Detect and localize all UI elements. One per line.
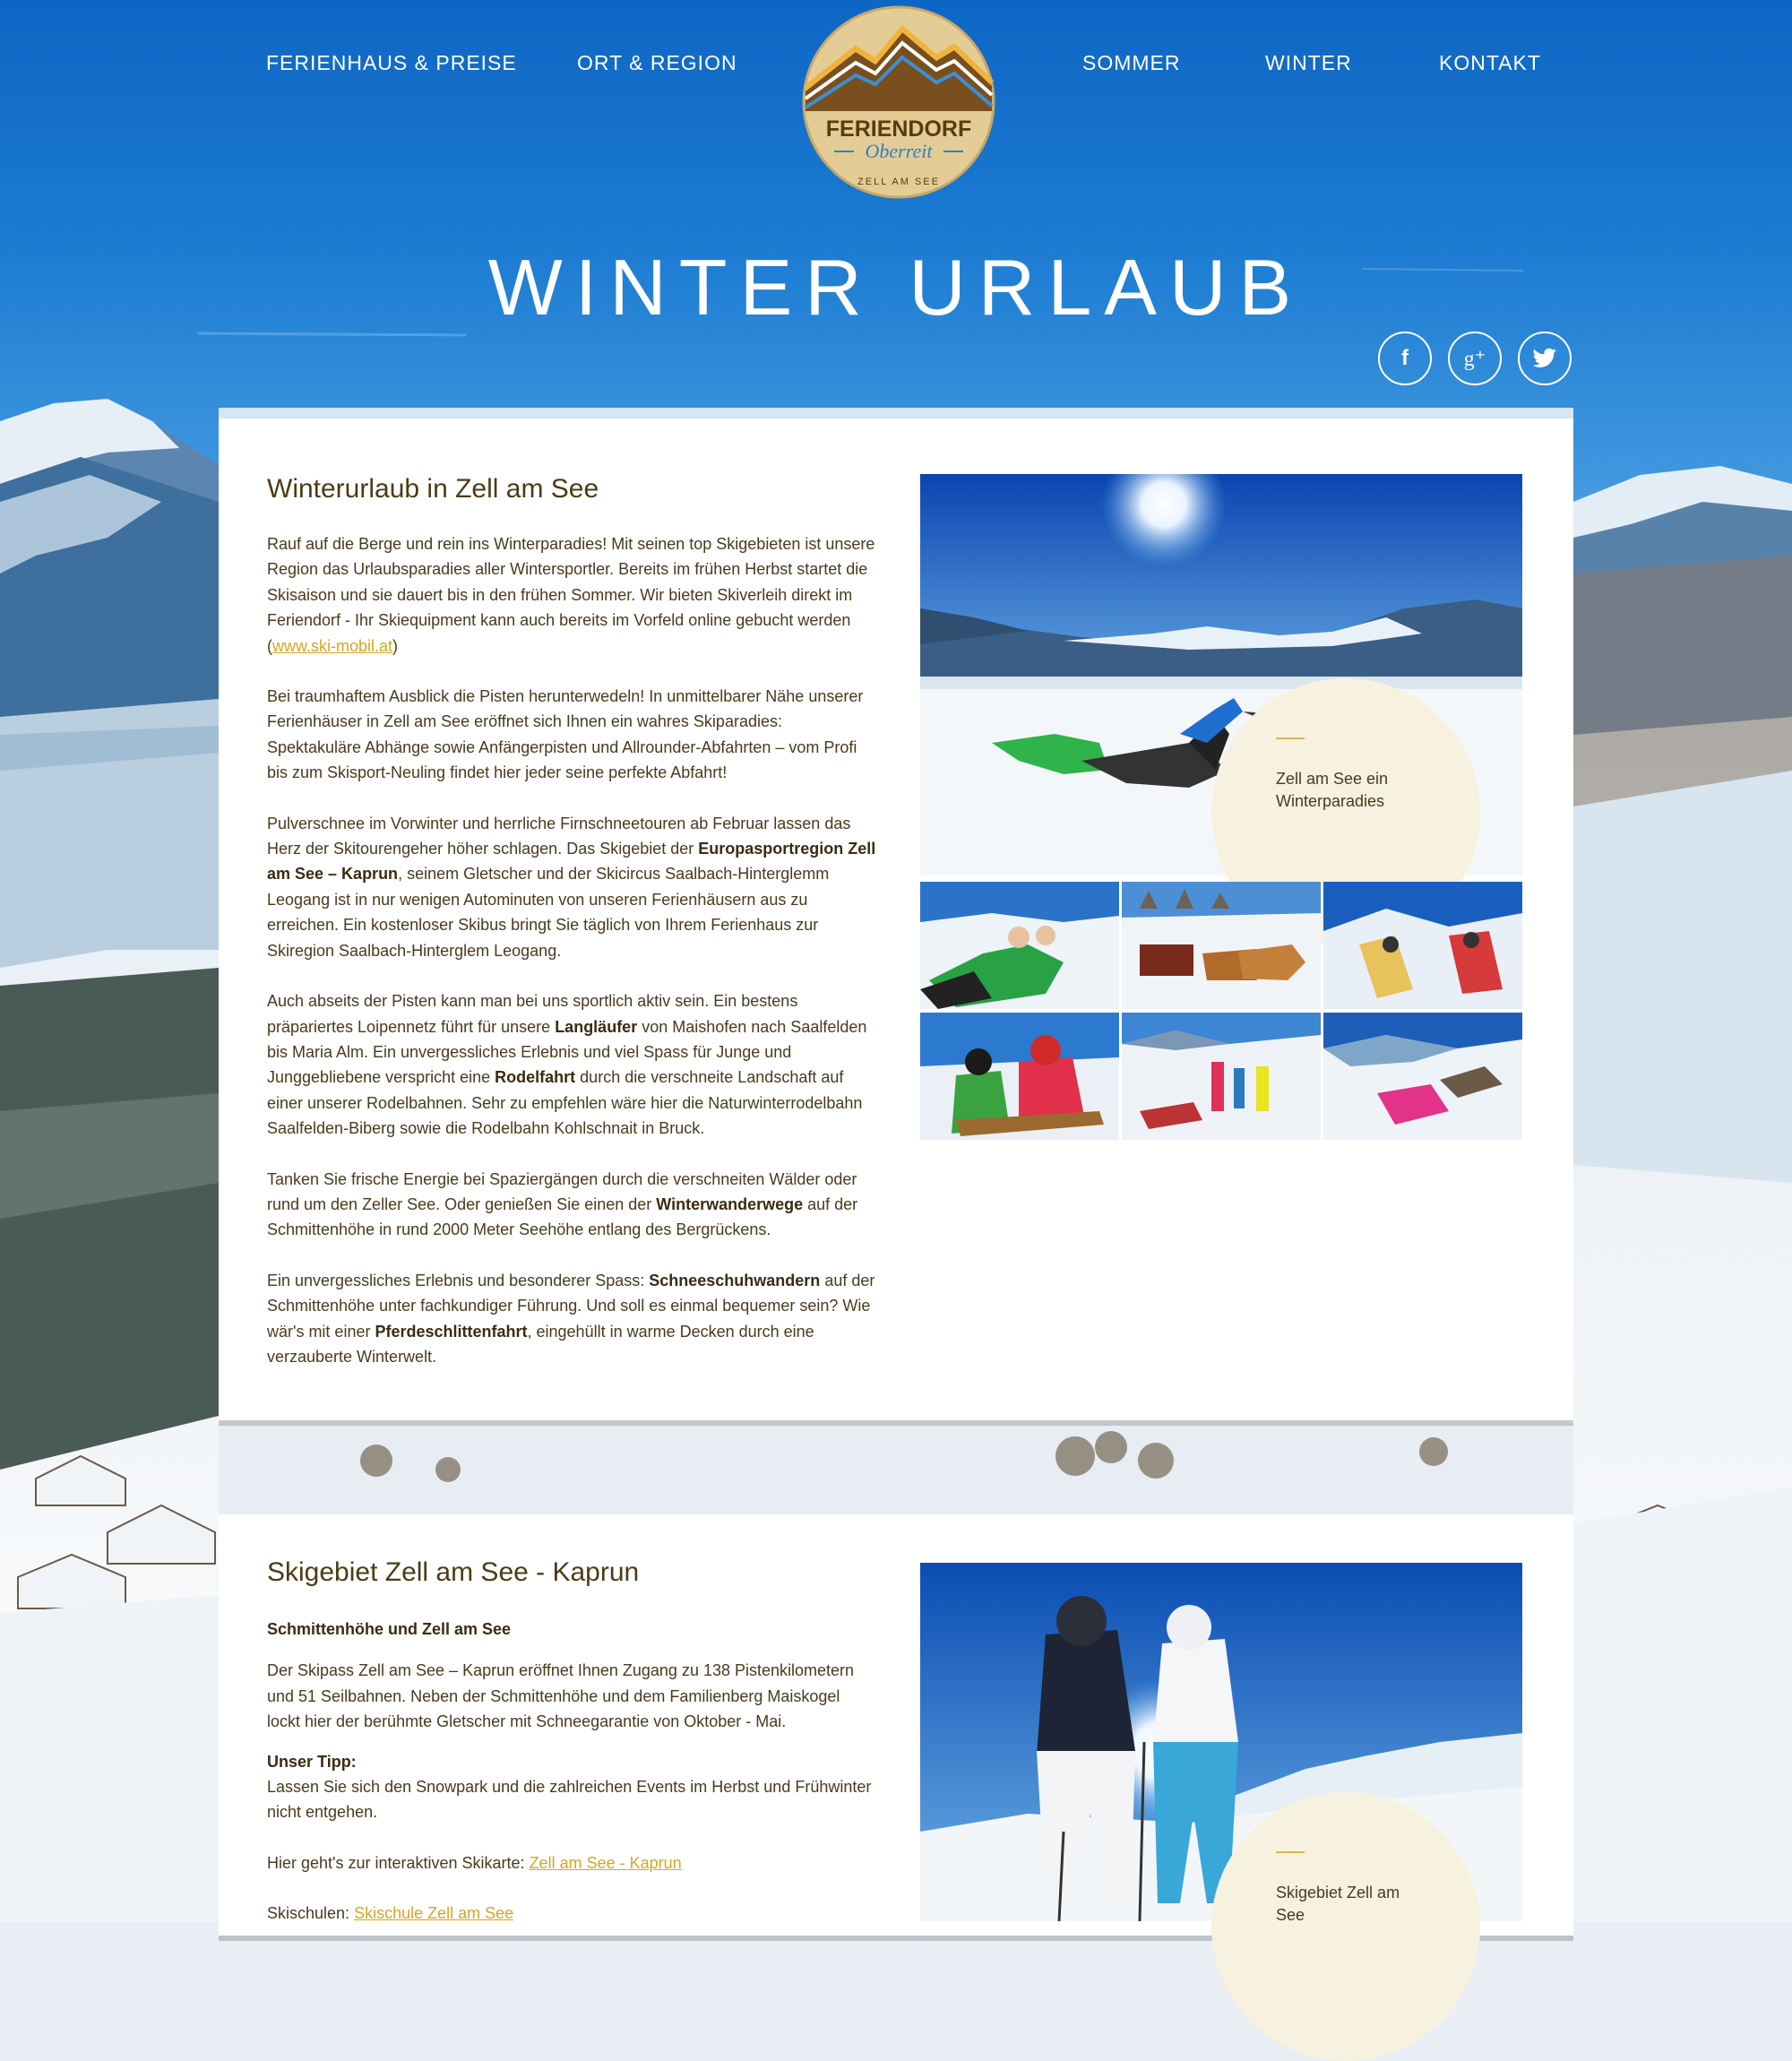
paragraph-6-text: Ein unvergessliches Erlebnis und besonderer Spass: xyxy=(267,1271,650,1289)
gallery-thumb-horse-sleigh[interactable] xyxy=(1122,882,1321,1009)
facebook-button[interactable] xyxy=(1378,332,1432,385)
gallery-thumb-kids-sledding[interactable] xyxy=(920,1013,1119,1140)
skipass-paragraph: Der Skipass Zell am See – Kaprun eröffnet Ihnen Zugang zu 138 Pistenkilometern und 51 Seilbahnen. Neben der Schmittenhöhe und dem Familienberg Maiskogel lockt hier der berühmte Gletscher mit Schneegarantie von Oktober - Mai. xyxy=(267,1661,855,1731)
section-text-winterurlaub xyxy=(267,531,876,1394)
paragraph-3-bold: Europasportregion Zell am See – Kaprun xyxy=(267,840,876,884)
logo-text-feriendorf: FERIENDORF xyxy=(825,116,972,142)
photo-gallery xyxy=(920,882,1522,1140)
caption-circle-skigebiet xyxy=(1211,1792,1480,2061)
paragraph-3-end: , seinem Gletscher und der Skicircus Saalbach-Hinterglemm Leogang ist in nur wenigen Autominuten von unseren Ferienhäusern aus zu erreichen. Ein kostenloser Skibus bringt Sie täglich von Ihrem Ferienhaus zur Skiregion Saalbach-Hinterglem Leogang. xyxy=(267,865,830,960)
ski-school-prefix: Skischulen: xyxy=(267,1904,355,1923)
google-plus-button[interactable] xyxy=(1448,332,1502,385)
nav-winter[interactable]: WINTER xyxy=(1265,51,1352,74)
twitter-icon xyxy=(1532,348,1557,369)
nav-ferienhaus-preise[interactable]: FERIENHAUS & PREISE xyxy=(266,51,517,74)
paragraph-3 xyxy=(267,811,876,963)
gallery-thumb-snow-play[interactable] xyxy=(1323,1013,1522,1140)
paragraph-1-text: Rauf auf die Berge und rein ins Winterparadies! Mit seinen top Skigebieten ist unsere Region das Urlaubsparadies aller Wintersportler. Bereits im frühen Herbst startet die Skisaison und sie dauert bis in den frühen Sommer. Wir bieten Skiverleih direkt im Feriendorf - Ihr Skiequipment kann auch bereits im Vorfeld online gebucht werden ( xyxy=(267,535,875,655)
caption-text-2: Skigebiet Zell am See xyxy=(1276,1884,1400,1924)
paragraph-4-end: durch die verschneite Landschaft auf einer unserer Rodelbahnen. Sehr zu empfehlen wäre hier die Naturwinterrodelbahn Saalfelden-Biberg sowie die Rodelbahn Kohlschnait in Bruck. xyxy=(267,1068,863,1138)
tip-text: Lassen Sie sich den Snowpark und die zahlreichen Events im Herbst und Frühwinter nicht entgehen. xyxy=(267,1778,872,1822)
paragraph-6-bold-pferdeschlitten: Pferdeschlittenfahrt xyxy=(375,1322,528,1341)
nav-sommer[interactable]: SOMMER xyxy=(1082,51,1181,74)
ski-mobil-link[interactable]: www.ski-mobil.at xyxy=(272,636,393,655)
subheading-schmittenhoehe: Schmittenhöhe und Zell am See xyxy=(267,1620,512,1638)
twitter-button[interactable] xyxy=(1518,332,1572,385)
ski-map-paragraph xyxy=(267,1850,876,1876)
winter-section-card xyxy=(219,408,1573,1420)
paragraph-4-text: Auch abseits der Pisten kann man bei uns sportlich aktiv sein. Ein bestens präpariertes Loipennetz führt für unsere xyxy=(267,992,798,1036)
site-logo[interactable] xyxy=(802,5,995,199)
ski-school-link[interactable]: Skischule Zell am See xyxy=(354,1904,514,1923)
paragraph-4-bold-langlaeufer: Langläufer xyxy=(555,1017,638,1036)
paragraph-1 xyxy=(267,531,876,659)
paragraph-4 xyxy=(267,988,876,1141)
paragraph-5-end: auf der Schmittenhöhe in rund 2000 Meter Seehöhe entlang des Bergrückens. xyxy=(267,1194,858,1239)
paragraph-6 xyxy=(267,1268,876,1370)
paragraph-4-mid: von Maishofen nach Saalfelden bis Maria Alm. Ein unvergessliches Erlebnis und viel Spass für Junge und Junggebliebene verspricht eine xyxy=(267,1017,867,1087)
paragraph-5-bold: Winterwanderwege xyxy=(656,1194,804,1213)
google-plus-icon: g⁺ xyxy=(1463,347,1486,371)
gallery-thumb-family-snow[interactable] xyxy=(920,882,1119,1009)
paragraph-6-mid: auf der Schmittenhöhe unter fachkundiger Führung. Und soll es einmal bequemer sein? Wie wär's mit einer xyxy=(267,1271,875,1341)
logo-emblem xyxy=(802,5,995,199)
logo-text-zell-am-see: ZELL AM SEE xyxy=(857,177,940,187)
section-heading-skigebiet: Skigebiet Zell am See - Kaprun xyxy=(267,1557,640,1587)
gallery-thumb-family-walk[interactable] xyxy=(1122,1013,1321,1140)
caption-divider xyxy=(1276,737,1305,739)
ski-school-paragraph xyxy=(267,1901,876,1926)
paragraph-2: Bei traumhaftem Ausblick die Pisten herunterwedeln! In unmittelbarer Nähe unserer Ferienhäuser in Zell am See eröffnet sich Ihnen ein wahres Skiparadies: Spektakuläre Abhänge sowie Anfängerpisten und Allrounder-Abfahrten – vom Profi bis zum Skisport-Neuling findet hier jeder seine perfekte Abfahrt! xyxy=(267,687,864,782)
section-text-skigebiet xyxy=(267,1617,876,1952)
paragraph-6-end: , eingehüllt in warme Decken durch eine verzauberte Winterwelt. xyxy=(267,1322,814,1366)
paragraph-5 xyxy=(267,1167,876,1243)
nav-ort-region[interactable]: ORT & REGION xyxy=(577,51,737,74)
gallery-thumb-deck-chairs[interactable] xyxy=(1323,882,1522,1009)
paragraph-6-bold-schneeschuh: Schneeschuhwandern xyxy=(649,1271,821,1289)
ski-map-prefix: Hier geht's zur interaktiven Skikarte: xyxy=(267,1853,530,1872)
section-heading-winterurlaub: Winterurlaub in Zell am See xyxy=(267,474,599,504)
paragraph-1-end: ) xyxy=(392,636,399,655)
ski-area-section-card xyxy=(219,1514,1573,1936)
caption-text: Zell am See ein Winterparadies xyxy=(1276,770,1389,810)
paragraph-5-text: Tanken Sie frische Energie bei Spaziergängen durch die verschneiten Wälder oder rund um den Zeller See. Oder genießen Sie einen der xyxy=(267,1169,857,1213)
paragraph-4-bold-rodelfahrt: Rodelfahrt xyxy=(495,1068,576,1087)
ski-map-link[interactable]: Zell am See - Kaprun xyxy=(529,1853,682,1872)
paragraph-3-text: Pulverschnee im Vorwinter und herrliche Firnschneetouren ab Februar lassen das Herz der Skitourengeher höher schlagen. Das Skigebiet der xyxy=(267,814,851,858)
tip-paragraph xyxy=(267,1749,876,1825)
nav-kontakt[interactable]: KONTAKT xyxy=(1439,51,1541,74)
page-title: WINTER URLAUB xyxy=(487,243,1305,332)
caption-divider-2 xyxy=(1276,1851,1305,1853)
logo-text-oberreit: Oberreit xyxy=(865,140,933,162)
tip-label: Unser Tipp: xyxy=(267,1752,357,1771)
facebook-icon: f xyxy=(1401,346,1409,370)
